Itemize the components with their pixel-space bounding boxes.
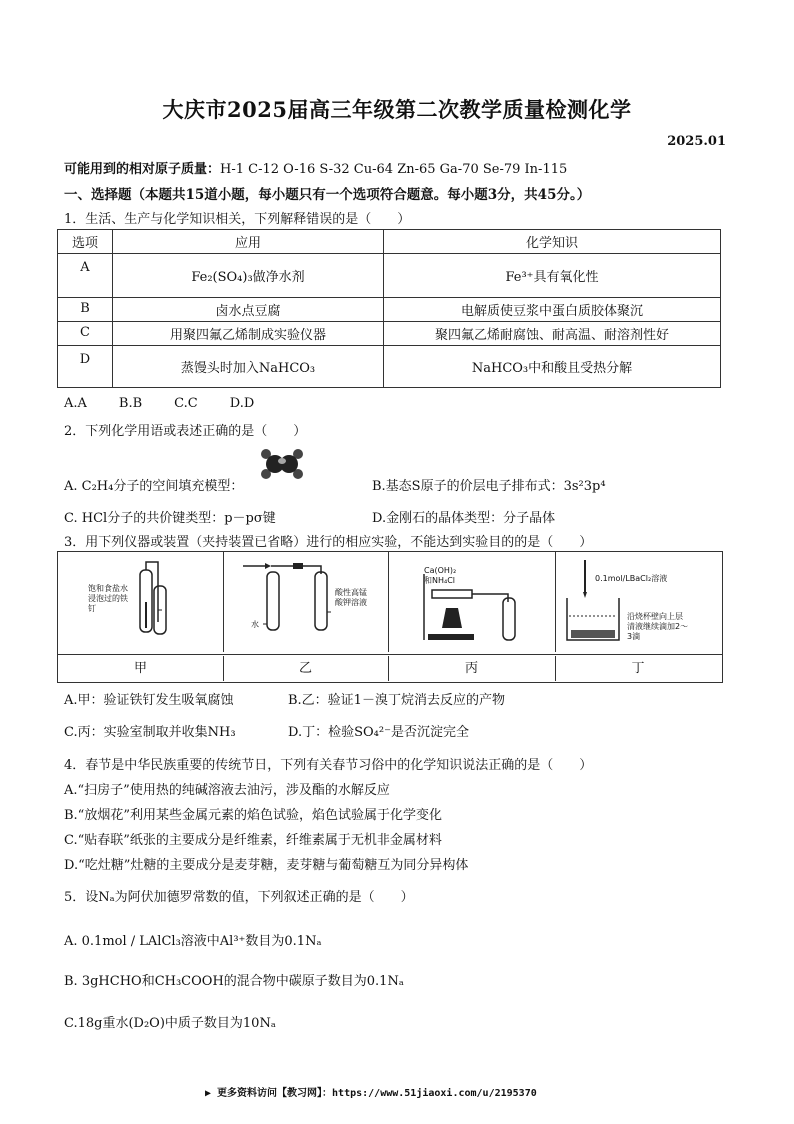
question-4-option-c: C.“贴春联”纸张的主要成分是纤维素，纤维素属于无机非金属材料: [64, 833, 442, 848]
row-application: 卤水点豆腐: [113, 298, 384, 322]
footer-link[interactable]: ▶ 更多资料访问【教习网】：https://www.51jiaoxi.com/u/2195370: [205, 1088, 537, 1099]
atomic-mass-values: H-1 C-12 O-16 S-32 Cu-64 Zn-65 Ga-70 Se-79 In-115: [220, 162, 568, 177]
atomic-mass-label: 可能用到的相对原子质量：: [64, 162, 221, 177]
ding-note-label: 沿烧杯壁向上层清液继续滴加2～3滴: [627, 612, 689, 641]
question-3-option-d: D.丁：检验SO₄²⁻是否沉淀完全: [288, 725, 469, 740]
question-1-stem: 1．生活、生产与化学知识相关，下列解释错误的是（ ）: [64, 212, 411, 227]
table-row: [58, 346, 721, 388]
label-ding: 丁: [631, 661, 645, 676]
section-heading: 一、选择题（本题共15道小题，每小题只有一个选项符合题意。每小题3分，共45分。）: [64, 187, 591, 203]
apparatus-ding: [555, 552, 721, 652]
exam-date: 2025.01: [667, 134, 726, 149]
label-jia: 甲: [58, 656, 224, 681]
header-application: 应用: [113, 230, 384, 254]
apparatus-jia: [58, 552, 224, 652]
question-5-option-c: C.18g重水(D₂O)中质子数目为10Nₐ: [64, 1016, 276, 1031]
row-option: A: [58, 254, 113, 298]
row-option: D: [58, 346, 113, 388]
table-header-row: [58, 230, 721, 254]
header-option: 选项: [58, 230, 113, 254]
row-knowledge: 聚四氟乙烯耐腐蚀、耐高温、耐溶剂性好: [384, 322, 721, 346]
question-4-option-a: A.“扫房子”使用热的纯碱溶液去油污，涉及酯的水解反应: [64, 783, 390, 798]
jia-apparatus-drawing: [58, 552, 223, 652]
question-4-stem: 4．春节是中华民族重要的传统节日，下列有关春节习俗中的化学知识说法正确的是（ ）: [64, 758, 593, 773]
choice-c: C.C: [174, 396, 198, 411]
row-application: 用聚四氟乙烯制成实验仪器: [113, 322, 384, 346]
yi-kmno4-label: 酸性高锰酸钾溶液: [335, 588, 367, 607]
choice-d: D.D: [229, 396, 255, 411]
row-application: 蒸馒头时加入NaHCO₃: [113, 346, 384, 388]
question-3-option-b: B.乙：验证1－溴丁烷消去反应的产物: [288, 693, 505, 708]
question-4-option-d: D.“吃灶糖”灶糖的主要成分是麦芽糖，麦芽糖与葡萄糖互为同分异构体: [64, 858, 469, 873]
label-bing: 丙: [388, 656, 556, 681]
question-5-option-a: A. 0.1mol / LAlCl₃溶液中Al³⁺数目为0.1Nₐ: [64, 934, 322, 949]
ding-reagent-label: 0.1mol/LBaCl₂溶液: [595, 574, 668, 583]
question-2-option-a: A. C₂H₄分子的空间填充模型：: [64, 479, 244, 494]
jia-label: 饱和食盐水浸泡过的铁钉: [88, 584, 128, 613]
question-2-option-b: B.基态S原子的价层电子排布式：3s²3p⁴: [372, 479, 606, 494]
choice-b: B.B: [118, 396, 143, 411]
page-title: 大庆市2025届高三年级第二次教学质量检测化学: [162, 97, 632, 122]
table-row: [58, 254, 721, 298]
row-application: Fe₂(SO₄)₃做净水剂: [113, 254, 384, 298]
atomic-mass-line: [64, 158, 567, 177]
choice-a: A.A: [64, 396, 87, 411]
row-knowledge: NaHCO₃中和酸且受热分解: [384, 346, 721, 388]
ethylene-space-filling-model: [258, 447, 306, 481]
apparatus-bing: [388, 552, 556, 652]
header-knowledge: 化学知识: [384, 230, 721, 254]
question-2-option-d: D.金刚石的晶体类型：分子晶体: [372, 511, 556, 526]
question-3-stem: 3．用下列仪器或装置（夹持装置已省略）进行的相应实验，不能达到实验目的的是（ ）: [64, 535, 593, 550]
row-knowledge: Fe³⁺具有氧化性: [384, 254, 721, 298]
bing-apparatus-drawing: [388, 552, 555, 652]
apparatus-figure: [57, 551, 723, 683]
table-row: [58, 322, 721, 346]
table-row: [58, 298, 721, 322]
row-option: B: [58, 298, 113, 322]
figure-divider: [58, 654, 722, 655]
question-4-option-b: B.“放烟花”利用某些金属元素的焰色试验，焰色试验属于化学变化: [64, 808, 442, 823]
question-2-option-c: C. HCl分子的共价键类型：p－pσ键: [64, 511, 276, 526]
question-3-option-c: C.丙：实验室制取并收集NH₃: [64, 725, 236, 740]
question-1-choices: [64, 396, 254, 411]
apparatus-yi: [223, 552, 389, 652]
ding-apparatus-drawing: [555, 552, 721, 652]
question-5-option-b: B. 3gHCHO和CH₃COOH的混合物中碳原子数目为0.1Nₐ: [64, 974, 404, 989]
bing-reagent-label: Ca(OH)₂和NH₄Cl: [424, 566, 457, 585]
question-1-table: [57, 229, 721, 388]
question-2-stem: 2．下列化学用语或表述正确的是（ ）: [64, 424, 307, 439]
row-option: C: [58, 322, 113, 346]
question-3-option-a: A.甲：验证铁钉发生吸氧腐蚀: [64, 693, 234, 708]
yi-water-label: 水: [251, 620, 259, 629]
label-yi: 乙: [223, 656, 389, 681]
question-5-stem: 5．设Nₐ为阿伏加德罗常数的值，下列叙述正确的是（ ）: [64, 890, 414, 905]
row-knowledge: 电解质使豆浆中蛋白质胶体聚沉: [384, 298, 721, 322]
